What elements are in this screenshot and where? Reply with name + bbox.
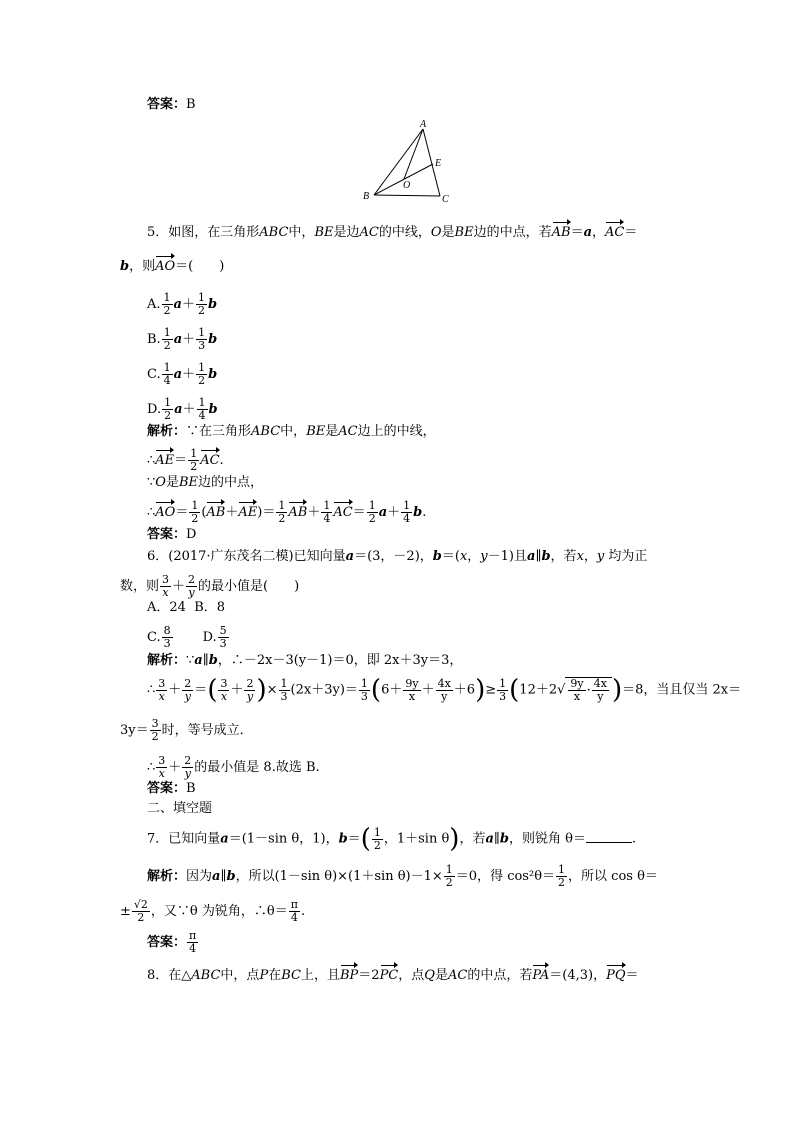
q5-option-d: D. $\frac{1}{2}$ a＋ $\frac{1}{4}$ b [147, 396, 218, 422]
q6-answer: 答案：B [147, 781, 196, 796]
label-b: B [363, 191, 370, 202]
side-ab [374, 129, 423, 195]
triangle-figure [360, 118, 460, 208]
q5-solution-4: ∴AO＝ $\frac{1}{2}$ (AB＋AE)＝ $\frac{1}{2}$ AB＋ $\frac{1}{4}$ AC＝ $\frac{1}{2}$ a＋ $\frac{1}{4}$ b. [147, 499, 427, 525]
q6-solution-3: 3y＝ $\frac{3}{2}$ 时，等号成立． [120, 717, 253, 743]
q7-answer: 答案： $\frac{\pi}{4}$ [147, 929, 197, 955]
q6-options-ab: A．24 B．8 [147, 600, 226, 615]
q5-stem-line1: 5．如图，在三角形ABC中，BE是边AC的中线，O是BE边的中点，若AB＝a，AC＝ [147, 225, 638, 240]
q5-option-a: A. $\frac{1}{2}$ a＋ $\frac{1}{2}$ b [147, 291, 218, 317]
q8-stem: 8．在△ABC中，点P在BC上，且BP＝2PC，点Q是AC的中点，若PA＝(4,3)，PQ＝ [147, 968, 639, 983]
q5-solution-2: ∴AE＝ $\frac{1}{2}$ AC. [147, 447, 224, 473]
q6-solution-1: 解析：∵a∥b，∴－2x－3(y－1)＝0，即 2x＋3y＝3， [147, 653, 463, 668]
label-a: A [420, 119, 427, 130]
top-answer: 答案：B [147, 97, 196, 112]
q5-option-b: B. $\frac{1}{2}$ a＋ $\frac{1}{3}$ b [147, 326, 218, 352]
side-bc [374, 195, 440, 196]
q5-stem-line2: b，则AO＝( ) [120, 259, 225, 274]
label-c: C [442, 194, 449, 205]
q5-solution-3: ∵O是BE边的中点， [147, 475, 264, 490]
label-o: O [403, 180, 411, 191]
segment-ao [404, 129, 423, 179]
q5-option-c: C. $\frac{1}{4}$ a＋ $\frac{1}{2}$ b [147, 361, 218, 387]
q6-solution-2: ∴ $\frac{3}{x}$ ＋ $\frac{2}{y}$ ＝( $\frac{3}{x}$ ＋ $\frac{2}{y}$ )× $\frac{1}{3}$ (2x＋3y)＝ $\frac{1}{3}$ (6＋ $\frac{9y}{x}$ ＋ $\frac{4x}{y}$ ＋6)≥ $\frac{1}{3}$ (12＋2√ $\frac{9y}{x}$ · $\frac{4x}{y}$ )＝8，当且仅当 2x＝ [147, 675, 742, 705]
q7-solution-2: ± $\frac{√2}{2}$ ，又∵θ 为锐角，∴θ＝ $\frac{\pi}{4}$ . [120, 898, 306, 924]
section-heading: 二、填空题 [147, 801, 213, 816]
q5-answer: 答案：D [147, 527, 197, 542]
q6-stem-line2: 数，则 $\frac{3}{x}$ ＋ $\frac{2}{y}$ 的最小值是( ) [120, 573, 300, 599]
q6-stem-line1: 6．(2017·广东茂名二模)已知向量a＝(3，－2)，b＝(x，y－1)且a∥b，若x，y 均为正 [147, 549, 648, 564]
label-e: E [435, 158, 442, 169]
q5-solution-1: 解析：∵在三角形ABC中，BE是AC边上的中线， [147, 424, 436, 439]
q7-solution-1: 解析：因为a∥b，所以(1－sin θ)×(1＋sin θ)－1× $\frac{1}{2}$ ＝0，得 cos²θ＝ $\frac{1}{2}$ ，所以 cos θ＝ [147, 863, 658, 889]
q7-stem: 7．已知向量a＝(1－sin θ，1)，b＝( $\frac{1}{2}$ ，1＋sin θ)，若a∥b，则锐角 θ＝ . [147, 824, 637, 854]
q6-options-cd: C. $\frac{8}{3}$ D. $\frac{5}{3}$ [147, 624, 227, 650]
q6-solution-4: ∴ $\frac{3}{x}$ ＋ $\frac{2}{y}$ 的最小值是 8.故选 B. [147, 754, 320, 780]
